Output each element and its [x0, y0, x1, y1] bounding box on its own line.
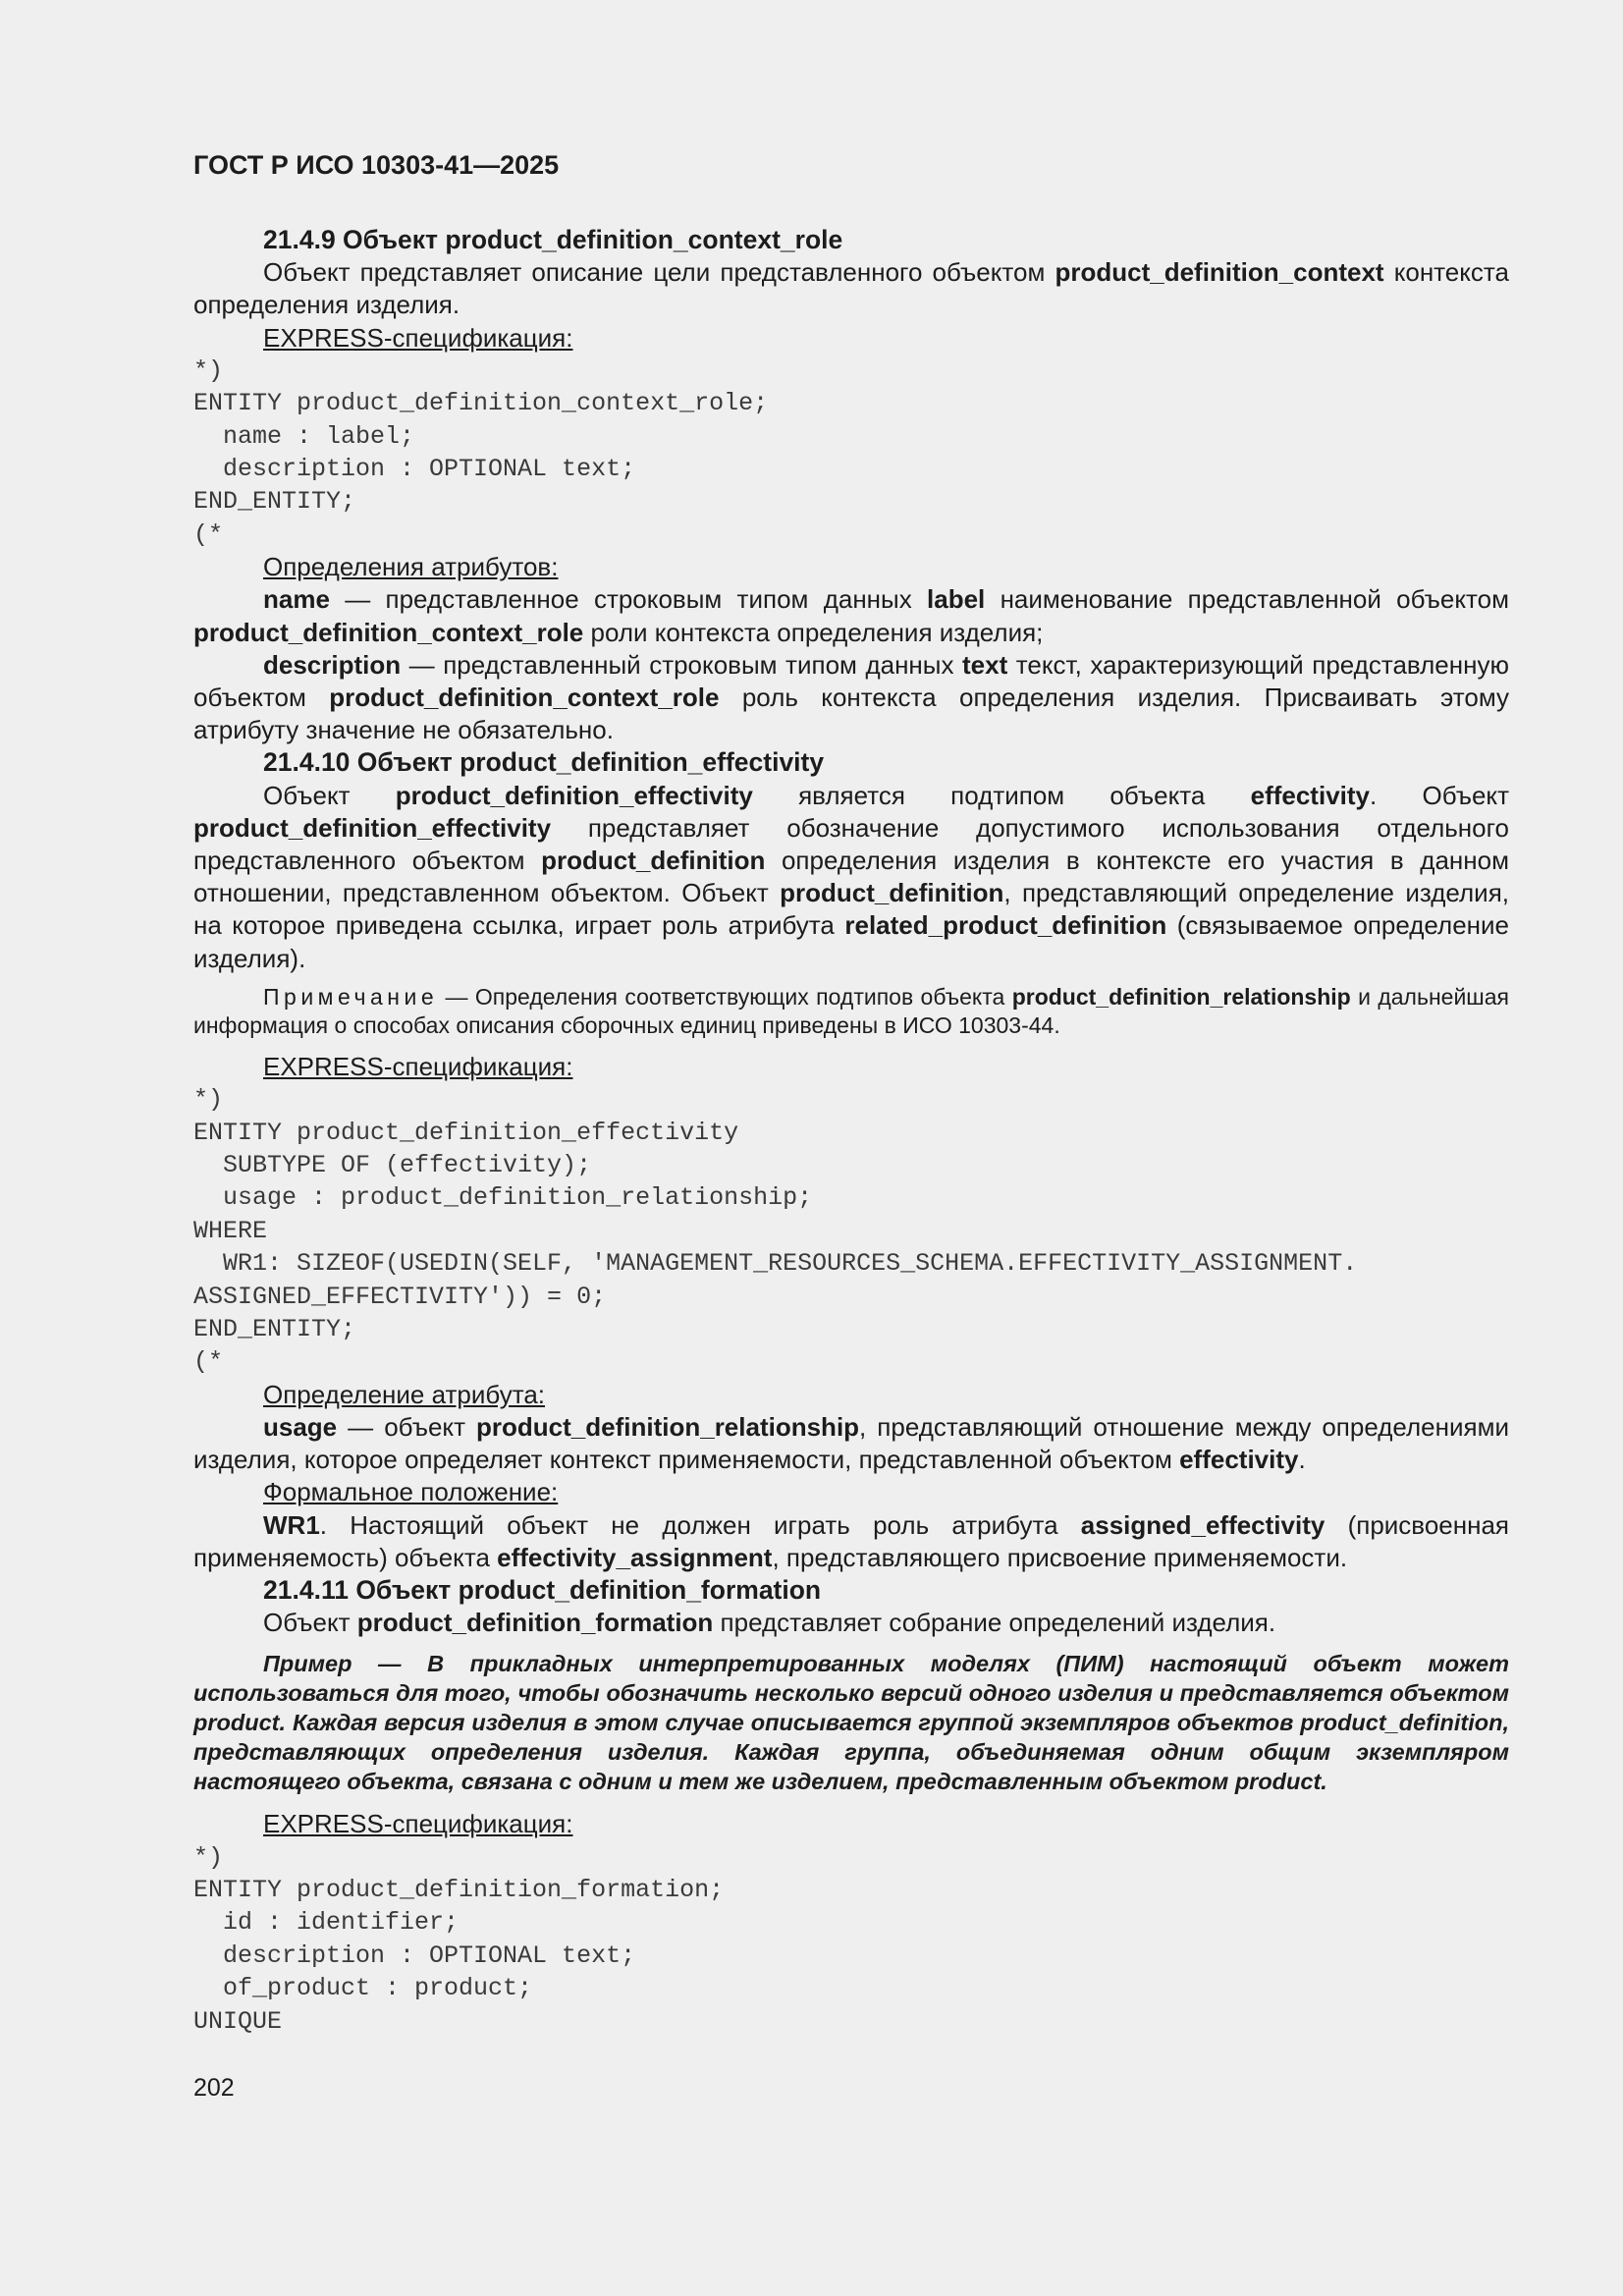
attribute-term: description — [263, 649, 402, 680]
type-term: text — [962, 649, 1008, 680]
note-label: Примечание — [263, 983, 439, 1010]
express-code-block: *) ENTITY product_definition_formation; id : identifier; description : OPTIONAL text; of_product : product; UNIQUE — [193, 1842, 725, 2036]
entity-term: product_definition_formation — [356, 1608, 714, 1638]
attribute-definition-description — [193, 649, 1509, 747]
document-page — [193, 0, 1509, 2296]
page-content — [193, 224, 1509, 2038]
document-header: ГОСТ Р ИСО 10303-41—2025 — [193, 150, 560, 180]
text-run: является подтипом объекта — [752, 780, 1251, 810]
entity-term: effectivity_assignment — [497, 1542, 773, 1572]
attribute-definition-usage — [193, 1411, 1509, 1476]
example-paragraph: Пример — В прикладных интерпретированных моделях (ПИМ) настоящий объект может использоваться для того, чтобы обозначить несколько версий одного изделия и представляется объектом product. Каждая версия изделия в этом случае описывается группой экземпляров объектов product_definition, представляющих определения изделия. Каждая группа, объединяемая одним общим экземпляром настоящего объекта, связана с одним и тем же изделием, представленным объектом product. — [193, 1651, 1509, 1795]
text-run: — Определения соответствующих подтипов объекта — [438, 983, 1012, 1010]
entity-term: product_definition_effectivity — [395, 780, 753, 810]
attribute-term: assigned_effectivity — [1080, 1509, 1325, 1540]
formal-proposition-label — [193, 1476, 1509, 1508]
note-paragraph — [193, 983, 1509, 1041]
formal-proposition-label-text: Формальное положение: — [263, 1477, 559, 1507]
text-run: наименование представленной объектом — [985, 584, 1510, 615]
express-spec-label-text: EXPRESS-спецификация: — [263, 1809, 573, 1839]
page-number: 202 — [193, 2074, 235, 2102]
text-run: контекста определения изделия. — [193, 257, 1510, 320]
attribute-definition-label-text: Определение атрибута: — [263, 1379, 546, 1409]
attribute-definitions-label-text: Определения атрибутов: — [263, 552, 559, 582]
entity-term: product_definition_relationship — [476, 1411, 860, 1442]
entity-term: product_definition — [541, 846, 766, 876]
text-run: — объект — [337, 1411, 477, 1442]
text-run: , представляющий отношение между определениями изделия, которое определяет контекст применяемости, представленной объектом — [193, 1411, 1509, 1475]
express-spec-label — [193, 1051, 1509, 1083]
text-run: (присвоенная применяемость) объекта — [193, 1509, 1509, 1572]
entity-term: product_definition — [780, 878, 1004, 908]
attribute-term: related_product_definition — [844, 910, 1167, 941]
express-code-block: *) ENTITY product_definition_effectivity SUBTYPE OF (effectivity); usage : product_definition_relationship; WHERE WR1: SIZEOF(USEDIN(SELF, 'MANAGEMENT_RESOURCES_SCHEMA.EFFECTIVITY_ASSIGNMENT. ASSIGNED_EFFECTIVITY')) = 0; END_ENTITY; (* — [193, 1085, 1358, 1377]
entity-term: effectivity — [1179, 1445, 1299, 1475]
text-run: текст, характеризующий представленную объектом — [193, 649, 1509, 713]
type-term: label — [927, 584, 986, 615]
text-run: представляет собрание определений изделия. — [713, 1608, 1276, 1638]
entity-term: product_definition_context — [1055, 257, 1384, 288]
text-run: представляет обозначение допустимого использования отдельного представленного объектом — [193, 812, 1509, 876]
attribute-term: name — [263, 584, 330, 615]
entity-term: product_definition_relationship — [1011, 983, 1351, 1010]
express-spec-label-text: EXPRESS-спецификация: — [263, 1051, 573, 1081]
attribute-term: usage — [263, 1411, 338, 1442]
section-heading-21-4-9: 21.4.9 Объект product_definition_context_role — [263, 225, 843, 254]
rule-term: WR1 — [263, 1509, 320, 1540]
attribute-definition-name — [193, 583, 1509, 648]
text-run: роль контекста определения изделия. Присваивать этому атрибуту значение не обязательно. — [193, 683, 1509, 745]
text-run: (связываемое определение изделия). — [193, 910, 1509, 973]
express-spec-label — [193, 322, 1509, 355]
entity-term: product_definition_context_role — [329, 683, 720, 713]
attribute-definitions-label — [193, 551, 1509, 583]
text-run: . Настоящий объект не должен играть роль атрибута — [319, 1509, 1081, 1540]
section-description — [193, 780, 1509, 975]
text-run: Объект — [263, 780, 396, 810]
section-description — [193, 1607, 1509, 1639]
text-run: — представленный строковым типом данных — [401, 649, 963, 680]
text-run: Объект — [263, 1608, 357, 1638]
text-run: , представляющий определение изделия, на которое приведена ссылка, играет роль атрибута — [193, 878, 1510, 941]
attribute-definition-label — [193, 1379, 1509, 1411]
entity-term: product_definition_context_role — [193, 617, 584, 647]
text-run: . — [1298, 1445, 1306, 1475]
text-run: роли контекста определения изделия; — [583, 617, 1044, 647]
express-code-block: *) ENTITY product_definition_context_role; name : label; description : OPTIONAL text; END_ENTITY; (* — [193, 355, 769, 549]
entity-term: product_definition_effectivity — [193, 812, 552, 843]
text-run: и дальнейшая информация о способах описания сборочных единиц приведены в ИСО 10303-44. — [193, 983, 1509, 1039]
formal-proposition-wr1 — [193, 1509, 1509, 1574]
express-spec-label-text: EXPRESS-спецификация: — [263, 322, 573, 353]
text-run: определения изделия в контексте его участия в данном отношении, представленном объектом. Объект — [193, 846, 1509, 908]
text-run: , представляющего присвоение применяемости. — [772, 1542, 1348, 1572]
text-run: . Объект — [1370, 780, 1510, 810]
section-description — [193, 256, 1509, 321]
entity-term: effectivity — [1250, 780, 1370, 810]
text-run: Объект представляет описание цели представленного объектом — [263, 257, 1055, 288]
text-run: — представленное строковым типом данных — [329, 584, 928, 615]
express-spec-label — [193, 1808, 1509, 1840]
section-heading-21-4-10: 21.4.10 Объект product_definition_effectivity — [263, 747, 825, 778]
section-heading-21-4-11: 21.4.11 Объект product_definition_formation — [263, 1574, 822, 1605]
